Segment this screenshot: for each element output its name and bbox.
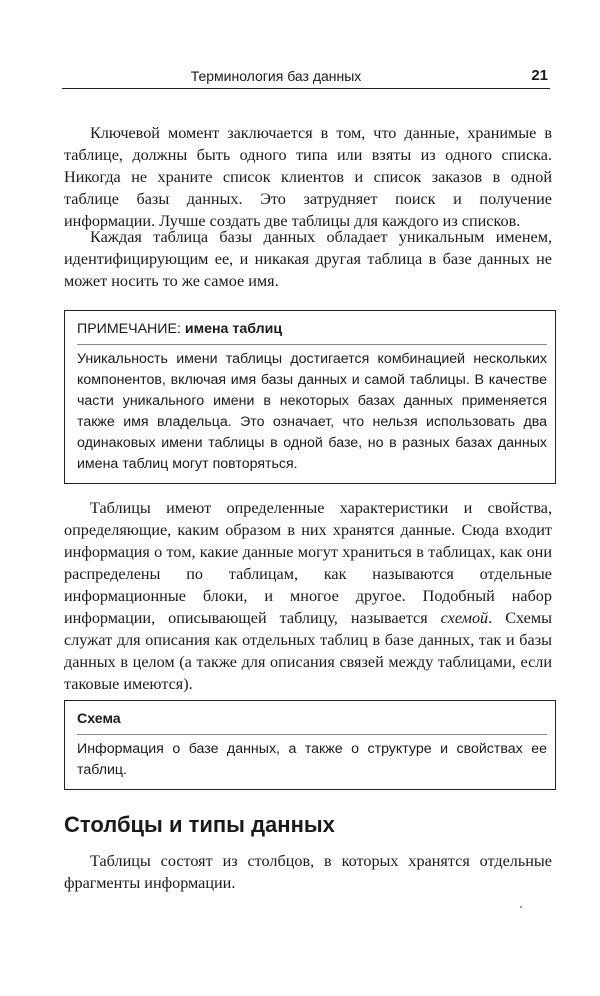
paragraph-1: Ключевой момент заключается в том, что данные, хранимые в таблице, должны быть одного типа или взяты из одного списка. Никогда не храните список клиентов и список заказов в одной таблице базы данных. Это затрудняет поиск и получение информации. Лучше создать две таблицы для каждого из списков. — [64, 124, 552, 230]
definition-body: Информация о базе данных, а также о структуре и свойствах ее таблиц. — [77, 734, 547, 781]
page-header — [62, 66, 550, 89]
paragraph-4: Таблицы состоят из столбцов, в которых хранятся отдельные фрагменты информации. — [64, 852, 552, 892]
definition-box — [64, 700, 556, 790]
paragraph-2: Каждая таблица базы данных обладает уникальным именем, идентифицирующим ее, и никакая другая таблица в базе данных не может носить то же самое имя. — [64, 228, 552, 290]
note-box-title — [77, 319, 547, 340]
note-label: ПРИМЕЧАНИЕ: — [77, 321, 181, 337]
note-body: Уникальность имени таблицы достигается комбинацией нескольких компонентов, включая имя базы данных и самой таблицы. В качестве части уникального имени в некоторых базах данных применяется также имя владельца. Это означает, что нельзя использовать два одинаковых имени таблицы в одной базе, но в разных базах данных имена таблиц могут повторяться. — [77, 344, 547, 475]
paragraph-3-text-end: . Схемы служат для описания как отдельных таблиц в базе данных, так и базы данных в целом (а также для описания связей между таблицами, если таковые имеются). — [64, 609, 552, 693]
schema-term: схемой — [440, 609, 489, 627]
scan-speck — [520, 906, 522, 908]
paragraph-3-text-start: Таблицы имеют определенные характеристики и свойства, определяющие, каким образом в них хранятся данные. Сюда входит информация о том, какие данные могут храниться в таблицах, как они распределены по таблицам, как называются отдельные информационные блоки, и многое другое. Подобный набор информации, описывающей таблицу, называется — [64, 499, 552, 627]
section-heading: Столбцы и типы данных — [64, 812, 335, 837]
note-box — [64, 310, 556, 484]
note-title: имена таблиц — [184, 321, 283, 337]
paragraph-3 — [64, 497, 552, 695]
definition-title: Схема — [77, 711, 121, 727]
page-number: 21 — [531, 67, 548, 84]
running-title: Терминология баз данных — [190, 68, 362, 84]
